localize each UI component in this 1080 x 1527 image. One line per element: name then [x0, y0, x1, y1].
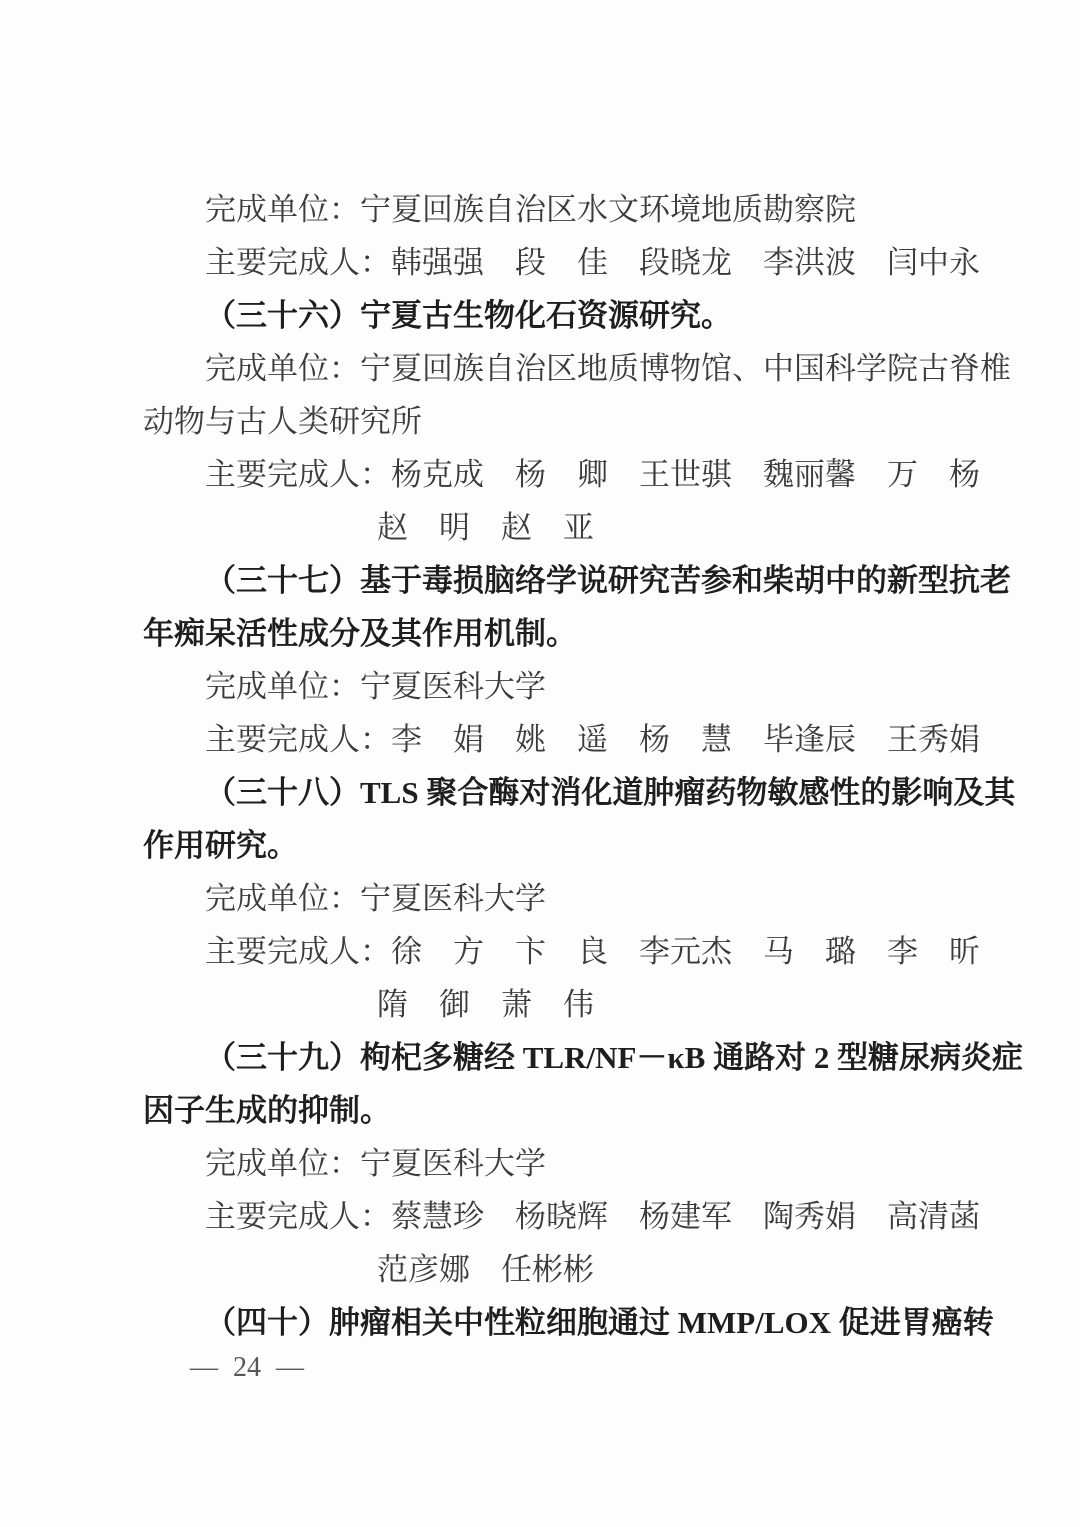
entry35-people-line: 主要完成人：韩强强 段 佳 段晓龙 李洪波 闫中永	[205, 245, 980, 280]
entry38-people-line1: 主要完成人：徐 方 卞 良 李元杰 马 璐 李 昕	[205, 934, 980, 969]
entry39-title-line1: （三十九）枸杞多糖经 TLR/NF－κB 通路对 2 型糖尿病炎症	[205, 1040, 1024, 1075]
entry37-unit-line: 完成单位：宁夏医科大学	[205, 669, 546, 704]
entry35-unit-line: 完成单位：宁夏回族自治区水文环境地质勘察院	[205, 192, 856, 227]
entry38-unit-line: 完成单位：宁夏医科大学	[205, 881, 546, 916]
entry37-people-line: 主要完成人：李 娟 姚 遥 杨 慧 毕逢辰 王秀娟	[205, 722, 980, 757]
entry39-people-line2: 范彦娜 任彬彬	[377, 1252, 594, 1287]
entry36-title: （三十六）宁夏古生物化石资源研究。	[205, 298, 732, 333]
entry37-title-line2: 年痴呆活性成分及其作用机制。	[143, 616, 577, 651]
footer-dash-left: —	[190, 1352, 218, 1383]
entry38-title-line2: 作用研究。	[143, 828, 298, 863]
entry37-title-line1: （三十七）基于毒损脑络学说研究苦参和柴胡中的新型抗老	[205, 563, 1011, 598]
entry39-people-line1: 主要完成人：蔡慧珍 杨晓辉 杨建军 陶秀娟 高清菡	[205, 1199, 980, 1234]
entry40-title-line1: （四十）肿瘤相关中性粒细胞通过 MMP/LOX 促进胃癌转	[205, 1305, 994, 1340]
entry38-people-line2: 隋 御 萧 伟	[377, 987, 594, 1022]
entry38-title-line1: （三十八）TLS 聚合酶对消化道肿瘤药物敏感性的影响及其	[205, 775, 1016, 810]
entry36-unit-line1: 完成单位：宁夏回族自治区地质博物馆、中国科学院古脊椎	[205, 351, 1011, 386]
page-number: 24	[233, 1352, 261, 1383]
entry36-people-line1: 主要完成人：杨克成 杨 卿 王世骐 魏丽馨 万 杨	[205, 457, 980, 492]
document-body	[143, 183, 1024, 1349]
page-footer	[190, 1352, 304, 1384]
footer-dash-right: —	[276, 1352, 304, 1383]
entry36-people-line2: 赵 明 赵 亚	[377, 510, 594, 545]
entry36-unit-line2: 动物与古人类研究所	[143, 404, 422, 439]
entry39-unit-line: 完成单位：宁夏医科大学	[205, 1146, 546, 1181]
entry39-title-line2: 因子生成的抑制。	[143, 1093, 391, 1128]
